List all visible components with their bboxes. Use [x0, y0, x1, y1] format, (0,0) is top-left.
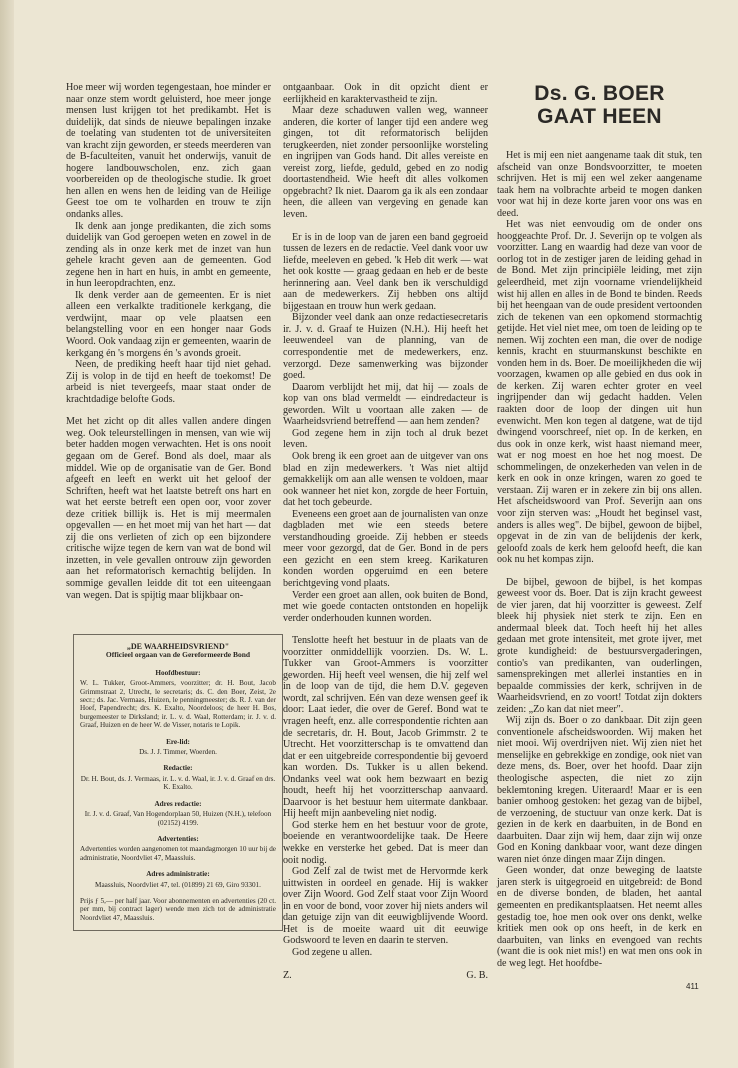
masthead-text: W. L. Tukker, Groot-Ammers, voorzitter; dr. H. Bout, Jacob Grimmstraat 2, Utrecht, le secretaris; ds. C. den Boer, Zeist, 2e secr.; ds. Jac. Vermaas, Huizen, le penningmeester; ds. R. J. van der Hoef, Papendrecht; drs. K. Exalto, Noordeloos; de heer H. Bos, burgemeester te Dirksland; ir. L. v. d. Waal, Rotterdam; ir. J. v. d. Graaf, Huizen en de heer W. de Visser, notaris te Lopik. — [80, 679, 276, 730]
masthead-heading: Advertenties: — [157, 834, 199, 843]
column3-paragraph: Het is mij een niet aangename taak dit stuk, ten afscheid van onze Bondsvoorzitter, te moeten schrijven. Het is mij een wel zeker aangename taak hem na volbrachte arbeid te mogen danken voor wat hij in deze korte jaren voor ons was en deed. — [497, 150, 702, 219]
column1-paragraph: Ik denk aan jonge predikanten, die zich soms duidelijk van God geroepen weten en zowel in de zending als in onze kerk met de inzet van hun gehele kracht geven aan de gemeenten. God zegene hen in hart en huis, in ambt en gemeente, in hun leeropdrachten, enz. — [66, 220, 271, 290]
column2-paragraph: ontgaanbaar. Ook in dit opzicht dient er eerlijkheid en karaktervastheid te zijn. — [283, 82, 488, 105]
masthead-footer: Prijs ƒ 5,— per half jaar. Voor abonnementen en advertenties (20 ct. per mm, bij contract lager) wende men zich tot de administratie Noordvliet 47, Maassluis. — [80, 896, 276, 922]
column2-paragraph: God sterke hem en het bestuur voor de grote, boeiende en verantwoordelijke taak. De Heere wekke en versterke het gebed. Dat is meer dan ooit nodig. — [283, 819, 488, 866]
masthead-text: Ir. J. v. d. Graaf, Van Hogendorplaan 50, Huizen (N.H.), telefoon (02152) 4199. — [84, 810, 272, 827]
masthead-heading: Adres administratie: — [146, 870, 210, 879]
headline-line-2: GAAT HEEN — [537, 105, 662, 128]
article-column-1 — [66, 82, 271, 601]
column2-paragraph: Bijzonder veel dank aan onze redactiesecretaris ir. J. v. d. Graaf te Huizen (N.H.). Hij heeft het leeuwendeel van de planning, van de correspondentie met de medewerkers, enz. verzorgd. Deze samenwerking was bijzonder goed. — [283, 312, 488, 382]
column2-paragraph: Maar deze schaduwen vallen weg, wanneer anderen, die korter of langer tijd een andere weg gingen, tot dit reformatorisch belijden terugkeerden, niet zonder persoonlijke worsteling en ingrijpen van Gods hand. Dit alles vereiste en vereist zorg, liefde, geduld, gebed en zo nodig doortastendheid. Wie heeft dit alles volkomen opgebracht? Ik niet. Daarom ga ik als een zondaar heen, die alleen van vergeving en genade kan leven. — [283, 105, 488, 221]
column3-body — [497, 150, 702, 969]
masthead-subtitle: Officieel orgaan van de Gereformeerde Bond — [105, 650, 251, 660]
column3-paragraph: Het was niet eenvoudig om de onder ons hooggeachte Prof. Dr. J. Severijn op te volgen als voorzitter. Lang en waardig had deze van voor de oorlog tot in de zestiger jaren de leiding gehad in de Bond. Met zijn principiële leiding, met zijn geleerdheid, met zijn voorname vriendelijkheid wist hij allen en alles in de Bond te binden. Reeds bij het heengaan van de oude president vertoonden zich de tekenen van een opkomend stormachtig getijde. Het viel niet mee, om toen de leiding op te nemen. Wij zochten een man, die over de nodige kennis, kracht en stuurmanskunst beschikte en vonden hem in ds. Boer. De moeilijkheden die wij voorzagen, kwamen op alle gebied en dus ook in de kerken. Zij waren echter groter en veel ingrijpender dan wij gedacht hadden. Velen raakten door de loop der dingen uit hun evenwicht. Men kon tegen al datgene, wat de tijd dwingend voorschreef, niet op. In de kerken, en dus ook in onze kerk, wist haast niemand meer, wat er nog moest en hoe het nog moest. De schommelingen, de onzekerheden van velen in de kerk en ook in onze kringen, waren zo goed te verstaan. Zij waren er in zekere zin bij ons allen. Het afscheidswoord van Prof. Severijn aan ons voor zijn sterven was: „Houdt het beginsel vast, anders is alles weg". De bijbel, gewoon de bijbel, opgevat in de zin van de belijdenis der kerk, geloofd zoals de kerk hem geloofd heeft, die kan ook nu het kompas zijn. — [497, 219, 702, 566]
column2-paragraph: Verder een groet aan allen, ook buiten de Bond, met wie goede contacten ontstonden en hopelijk verder onderhouden kunnen worden. — [283, 589, 488, 624]
column2-paragraph: Er is in de loop van de jaren een band gegroeid tussen de lezers en de redactie. Veel dank voor uw liefde, meeleven en gebed. 'k Heb dit werk — wat het ook kostte — graag gedaan en heb er de beste herinnering aan. Veel dank ben ik verschuldigd aan de medewerkers. Zij hebben ons altijd bijgestaan en trouw hun werk gedaan. — [283, 231, 488, 312]
column1-paragraph: Ik denk verder aan de gemeenten. Er is niet alleen een verkalkte traditionele kerkgang, die verdwijnt, maar op vele plaatsen een belangstelling voor en een honger naar Gods Woord. Ook vandaag zijn er gemeenten, waarin de kerkgang én 's morgens én 's avonds groeit. — [66, 289, 271, 359]
masthead-title: „DE WAARHEIDSVRIEND" — [126, 642, 230, 651]
column2-paragraph: God zegene u allen. — [292, 946, 373, 958]
article-headline — [497, 82, 702, 128]
column3-paragraph: Wij zijn ds. Boer o zo dankbaar. Dit zijn geen conventionele afscheidswoorden. Wij maken het niet mooi. Wij overdrijven niet. Wij zien niet het menselijke en gebrekkige en zondige, ook niet van deze mens, ds. Boer, over het hoofd. Daar zijn theologische aspecten, die niet zo zijn beklemtoning kregen. Uiteraard! Maar er is een banier omhoog gestoken: het gezag van de bijbel, de verzoening, de stuctuur van onze kerk. Dat is gezien in de kerk en daarbuiten, in de Bond en daarbuiten. Daar zijn wij hem, daar zijn wij onze God en Koning dankbaar voor, want deze dingen waren niet ónze dingen maar Zijn dingen. — [497, 715, 702, 865]
signature-left: Z. — [283, 970, 292, 982]
column3-paragraph: De bijbel, gewoon de bijbel, is het kompas geweest voor ds. Boer. Dat is zijn kracht geweest de vier jaren, dat hij voorzitter is geweest. Zelf bleek hij physiek niet sterk te zijn. Een en andermaal bleek dat. Toch heeft hij het alles gedaan met grote intensiteit, met grote ijver, met grote kundigheid: de bestuursvergaderingen, contio's van predikanten, van ouderlingen, samensprekingen met allerlei instanties en in bepaalde commissies der kerk, schrijven in de Waarheidsvriend, en zo voort! Totdat zijn dokters zeiden: „Zo kan dat niet meer". — [497, 576, 702, 715]
masthead-text: Dr. H. Bout, ds. J. Vermaas, ir. L. v. d. Waal, ir. J. v. d. Graaf en drs. K. Exalto. — [80, 774, 276, 792]
column2-paragraph: God Zelf zal de twist met de Hervormde kerk uittwisten in oordeel en genade. Hij is wakker over Zijn Woord. God Zelf staat voor Zijn Woord in en voor de bond, voor zover hij niets anders wil dan getuige zijn van dit eeuwigblijvende Woord. Het is de moeite waard uit dit eeuwige Godswoord te leven en daarin te sterven. — [283, 866, 488, 947]
masthead-heading: Ere-lid: — [166, 737, 190, 746]
page-number: 411 — [686, 982, 699, 991]
masthead-heading: Adres redactie: — [154, 799, 202, 808]
signature-right: G. B. — [466, 970, 488, 982]
column2-paragraph: Ook breng ik een groet aan de uitgever van ons blad en zijn medewerkers. 't Was niet altijd gemakkelijk om aan alle wensen te voldoen, maar ook wanneer het niet kon, zorgde de heer Fortuin, dat het toch gebeurde. — [283, 450, 488, 509]
headline-line-1: Ds. G. BOER — [534, 82, 665, 105]
article-column-3 — [497, 82, 702, 969]
column1-paragraph: Hoe meer wij worden tegengestaan, hoe minder er naar onze stem wordt geluisterd, hoe meer jonge mensen lust krijgen tot het predikambt. Het is duidelijk, dat sinds de nieuwe bepalingen inzake de toelating van studenten tot de universiteiten van kracht zijn geworden, er steeds meerderen van de B-faculteiten, vanuit het onderwijs, vanuit de hogere landbouwscholen, enz. zich gaan voorbereiden op de theologische studie. Ik groet hen allen en wens hen de leiding van de Heilige Geest toe om te volharden en trouw te zijn ondanks alles. — [66, 82, 271, 221]
column1-paragraph: Met het zicht op dit alles vallen andere dingen weg. Ook teleurstellingen in mensen, van wie wij beter hadden mogen verwachten. Het is ons nooit gegaan om de Geref. Bond als doel, maar als middel. Wie op de organisatie van de Ger. Bond afgeeft en leeft en werkt uit het geloof der Schriften, heeft wat het laatste betreft ons hart en wat het eerste betreft een open oor, voor zover deze critiek billijk is. Het is mij meermalen opgevallen — en het moet mij van het hart — dat zij die ons verlieten of zich op een bijzondere critische wijze tegen de kern van wat de bond wil inzetten, in vele gevallen ontrouw zijn geworden aan het reformatorisch kernachtig belijden. In sommige gevallen leidde dit tot een uiteengaan van wegen. Dat is spijtig maar blijkbaar on- — [66, 416, 271, 601]
column2-paragraph: God zegene hem in zijn toch al druk bezet leven. — [283, 427, 488, 451]
masthead-heading: Redactie: — [163, 764, 193, 773]
masthead-heading: Hoofdbestuur: — [155, 668, 201, 677]
article-column-2 — [283, 82, 488, 982]
masthead-text: Advertenties worden aangenomen tot maandagmorgen 10 uur bij de administratie, Noordvliet 47, Maassluis. — [80, 845, 276, 862]
page-binding-edge — [0, 0, 14, 1068]
masthead-box — [73, 634, 283, 931]
column1-paragraph: Neen, de prediking heeft haar tijd niet gehad. Zij is volop in de tijd en heeft de toekomst! De arbeid is niet tevergeefs, maar staat onder de krachtdadige belofte Gods. — [66, 359, 271, 405]
column2-paragraph: Daarom verblijdt het mij, dat hij — zoals de kop van ons blad vermeldt — eindredacteur is geworden. Wilt u voortaan alle zaken — de Waarheidsvriend betreffend — aan hem zenden? — [283, 381, 488, 428]
column2-paragraph: Tenslotte heeft het bestuur in de plaats van de voorzitter onmiddellijk voorzien. Ds. W. L. Tukker van Groot-Ammers is voorzitter geworden. Hij heeft veel wensen, die hij zelf wel in de loop van de tijd, die hem D.V. gegeven wordt, zal schrijven. Eén van deze wensen geef ik door: Laat ieder, die over de Geref. Bond wat te vragen heeft, enz. alle correspondentie richten aan de secretaris, dr. H. Bout, Jacob Grimmstr. 2 te Utrecht. Het voorzitterschap is te omvattend dan dat er een uitgebreide correspondentie bij gevoerd kan worden. Ds. Tukker is u allen bekend. Ondanks veel wat ook hem bezwaart en bezig houdt, heeft hij het voorzitterschap aanvaard. Daarvoor is het bestuur hem uitermate dankbaar. Hij heeft mijn aanbeveling niet nodig. — [283, 635, 488, 820]
signature-line — [283, 970, 488, 982]
column3-paragraph: Geen wonder, dat onze beweging de laatste jaren sterk is uitgegroeid en uitgebreid: de Bond en de diverse bonden, de bladen, het aantal gemeenten en predikantsplaatsen. Het neemt alles gestadig toe, hoe men ook over ons denkt, welke kritiek men ook op ons heeft, in de kerk en daarbuiten, van links en evengoed van rechts (want die is ook niet mis!) en wat men ons ook in de weg legt. Het hoofdbe- — [497, 865, 702, 969]
column2-paragraph: Eveneens een groet aan de journalisten van onze dagbladen met wie een steeds betere verstandhouding groeide. Zij hebben er steeds meer voor gezorgd, dat de Ger. Bond in de pers een gezicht en een stem kreeg. Karikaturen konden worden opgeruimd en een betere berichtgeving vond plaats. — [283, 508, 488, 589]
masthead-text: Maassluis, Noordvliet 47, tel. (01899) 21 69, Giro 93301. — [95, 880, 261, 889]
masthead-text: Ds. J. J. Timmer, Woerden. — [139, 748, 217, 757]
